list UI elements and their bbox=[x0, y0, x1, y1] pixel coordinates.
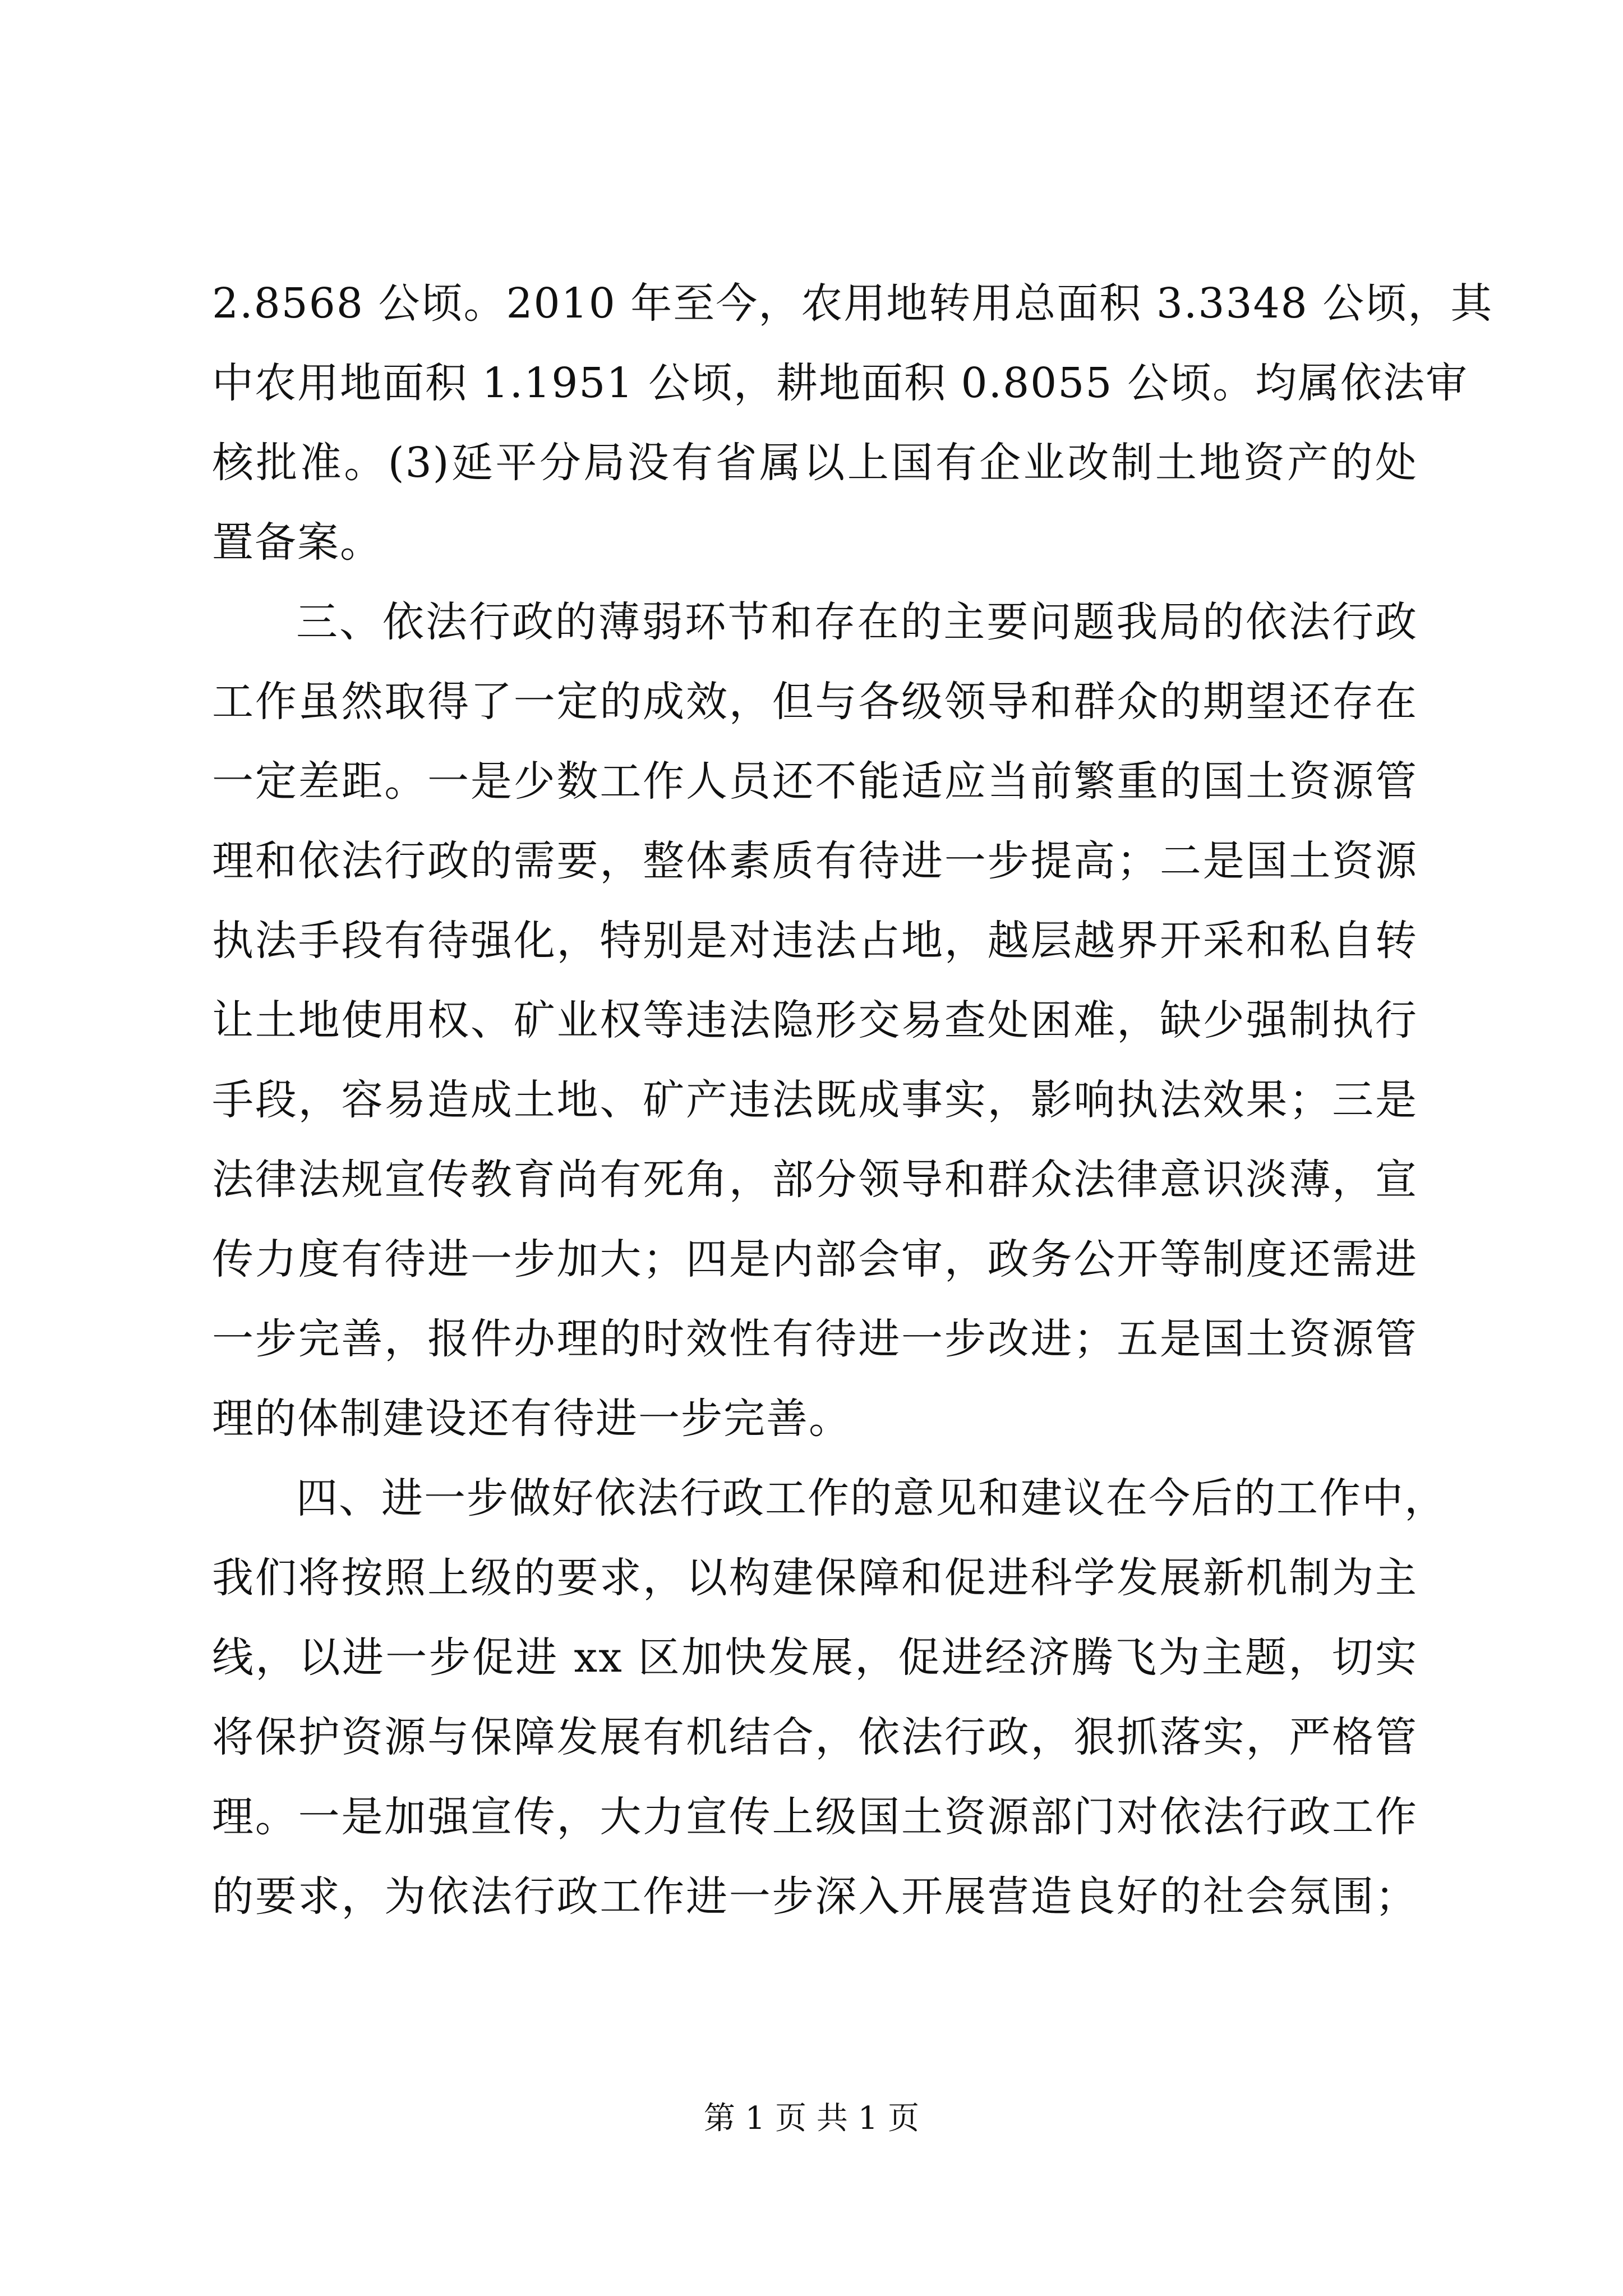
text-line: 手段，容易造成土地、矿产违法既成事实，影响执法效果；三是 bbox=[212, 1076, 1418, 1124]
text-line: 的要求，为依法行政工作进一步深入开展营造良好的社会氛围； bbox=[212, 1872, 1418, 1921]
page-footer bbox=[0, 2099, 1623, 2138]
paragraph-heading-line: 三、依法行政的薄弱环节和存在的主要问题我局的依法行政 bbox=[296, 598, 1418, 646]
text-line: 一步完善，报件办理的时效性有待进一步改进；五是国土资源管 bbox=[212, 1315, 1418, 1363]
page-number-label: 第 1 页 共 1 页 bbox=[703, 2100, 920, 2137]
text-line: 执法手段有待强化，特别是对违法占地，越层越界开采和私自转 bbox=[212, 917, 1418, 965]
text-line: 核批准。(3)延平分局没有省属以上国有企业改制土地资产的处 bbox=[212, 439, 1418, 487]
text-line: 中农用地面积 1.1951 公顷，耕地面积 0.8055 公顷。均属依法审 bbox=[212, 359, 1468, 407]
text-line: 将保护资源与保障发展有机结合，依法行政，狠抓落实，严格管 bbox=[212, 1713, 1418, 1761]
body-text bbox=[212, 264, 1493, 1936]
text-line: 理和依法行政的需要，整体素质有待进一步提高；二是国土资源 bbox=[212, 837, 1418, 885]
text-line: 置备案。 bbox=[212, 518, 382, 567]
text-line: 线，以进一步促进 xx 区加快发展，促进经济腾飞为主题，切实 bbox=[212, 1634, 1418, 1682]
text-line: 传力度有待进一步加大；四是内部会审，政务公开等制度还需进 bbox=[212, 1235, 1418, 1283]
text-line: 让土地使用权、矿业权等违法隐形交易查处困难，缺少强制执行 bbox=[212, 996, 1418, 1045]
text-line: 理。一是加强宣传，大力宣传上级国土资源部门对依法行政工作 bbox=[212, 1793, 1418, 1841]
text-line: 工作虽然取得了一定的成效，但与各级领导和群众的期望还存在 bbox=[212, 678, 1418, 726]
text-line: 理的体制建设还有待进一步完善。 bbox=[212, 1395, 851, 1443]
text-line: 2.8568 公顷。2010 年至今，农用地转用总面积 3.3348 公顷，其 bbox=[212, 279, 1493, 328]
text-line: 法律法规宣传教育尚有死角，部分领导和群众法律意识淡薄，宣 bbox=[212, 1156, 1418, 1204]
text-line: 我们将按照上级的要求，以构建保障和促进科学发展新机制为主 bbox=[212, 1554, 1418, 1602]
text-line: 一定差距。一是少数工作人员还不能适应当前繁重的国土资源管 bbox=[212, 757, 1418, 806]
paragraph-heading-line: 四、进一步做好依法行政工作的意见和建议在今后的工作中， bbox=[296, 1474, 1447, 1522]
